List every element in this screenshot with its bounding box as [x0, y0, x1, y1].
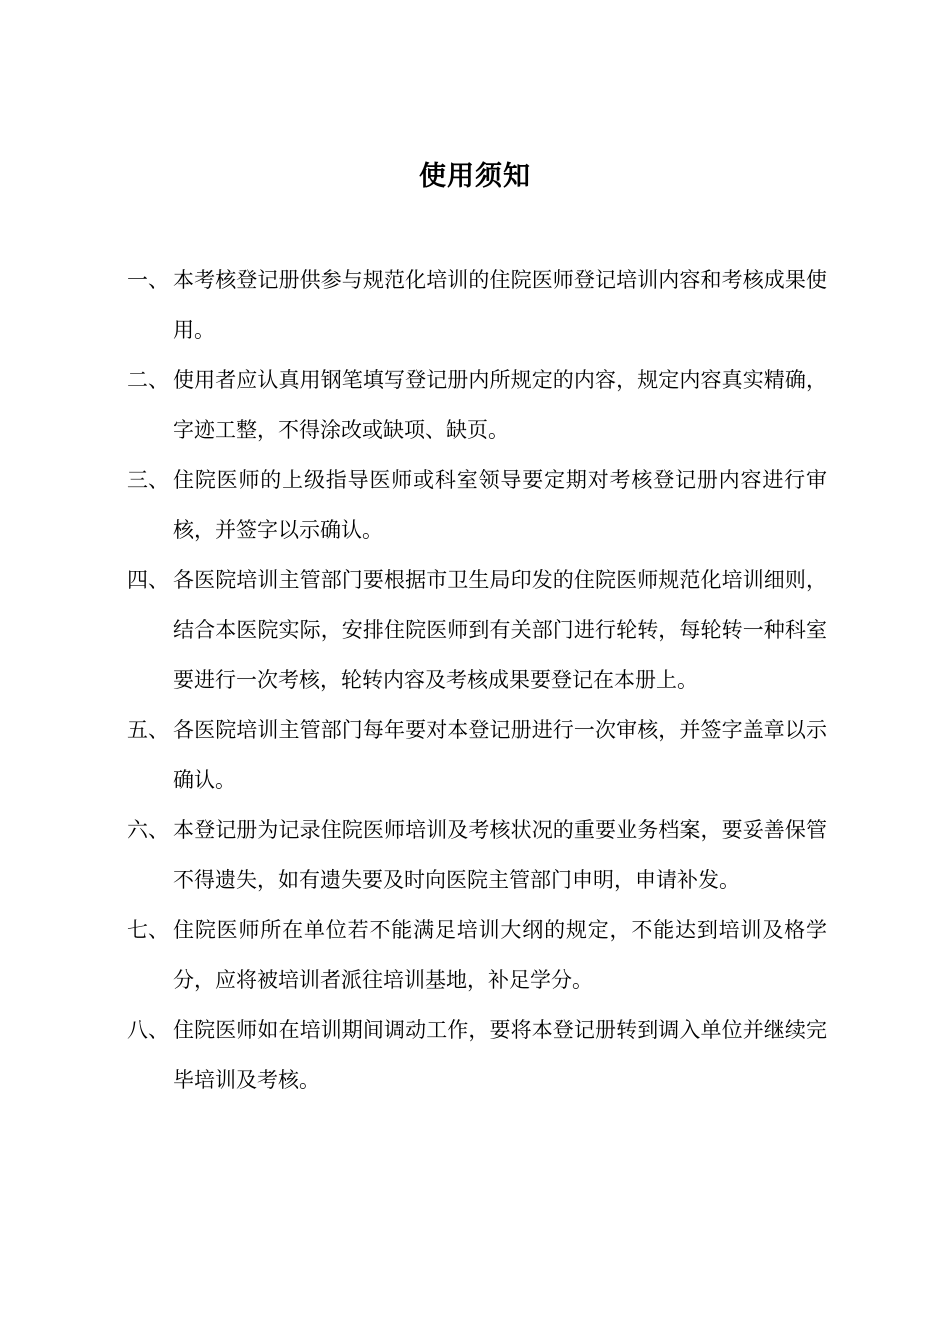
page-title: 使用须知: [419, 161, 531, 192]
instruction-text: 住院医师所在单位若不能满足培训大纲的规定，不能达到培训及格学分，应将被培训者派往培训基地，补足学分。: [173, 918, 827, 992]
instruction-text: 各医院培训主管部门要根据市卫生局印发的住院医师规范化培训细则，结合本医院实际，安排住院医师到有关部门进行轮转，每轮转一种科室要进行一次考核，轮转内容及考核成果要登记在本册上。: [173, 568, 827, 692]
instruction-number: 六、: [127, 818, 169, 842]
instruction-text: 使用者应认真用钢笔填写登记册内所规定的内容，规定内容真实精确，字迹工整，不得涂改或缺项、缺页。: [173, 368, 827, 442]
instruction-item: [127, 255, 827, 355]
instruction-item: [127, 355, 827, 455]
instruction-item: [127, 805, 827, 905]
instruction-item: [127, 455, 827, 555]
instruction-number: 二、: [127, 368, 169, 392]
instruction-item: [127, 1005, 827, 1105]
instruction-number: 七、: [127, 918, 169, 942]
instruction-item: [127, 555, 827, 705]
instruction-text: 本登记册为记录住院医师培训及考核状况的重要业务档案，要妥善保管不得遗失，如有遗失要及时向医院主管部门申明，申请补发。: [173, 818, 827, 892]
instruction-text: 住院医师如在培训期间调动工作，要将本登记册转到调入单位并继续完毕培训及考核。: [173, 1018, 827, 1092]
instruction-text: 本考核登记册供参与规范化培训的住院医师登记培训内容和考核成果使用。: [173, 268, 827, 342]
instruction-number: 三、: [127, 468, 169, 492]
instruction-text: 住院医师的上级指导医师或科室领导要定期对考核登记册内容进行审核，并签字以示确认。: [173, 468, 827, 542]
instruction-number: 八、: [127, 1018, 169, 1042]
instruction-number: 五、: [127, 718, 169, 742]
instruction-item: [127, 905, 827, 1005]
instruction-text: 各医院培训主管部门每年要对本登记册进行一次审核，并签字盖章以示确认。: [173, 718, 827, 792]
instruction-number: 一、: [127, 268, 169, 292]
instructions-list: [127, 255, 827, 1105]
instruction-item: [127, 705, 827, 805]
instruction-number: 四、: [127, 568, 169, 592]
